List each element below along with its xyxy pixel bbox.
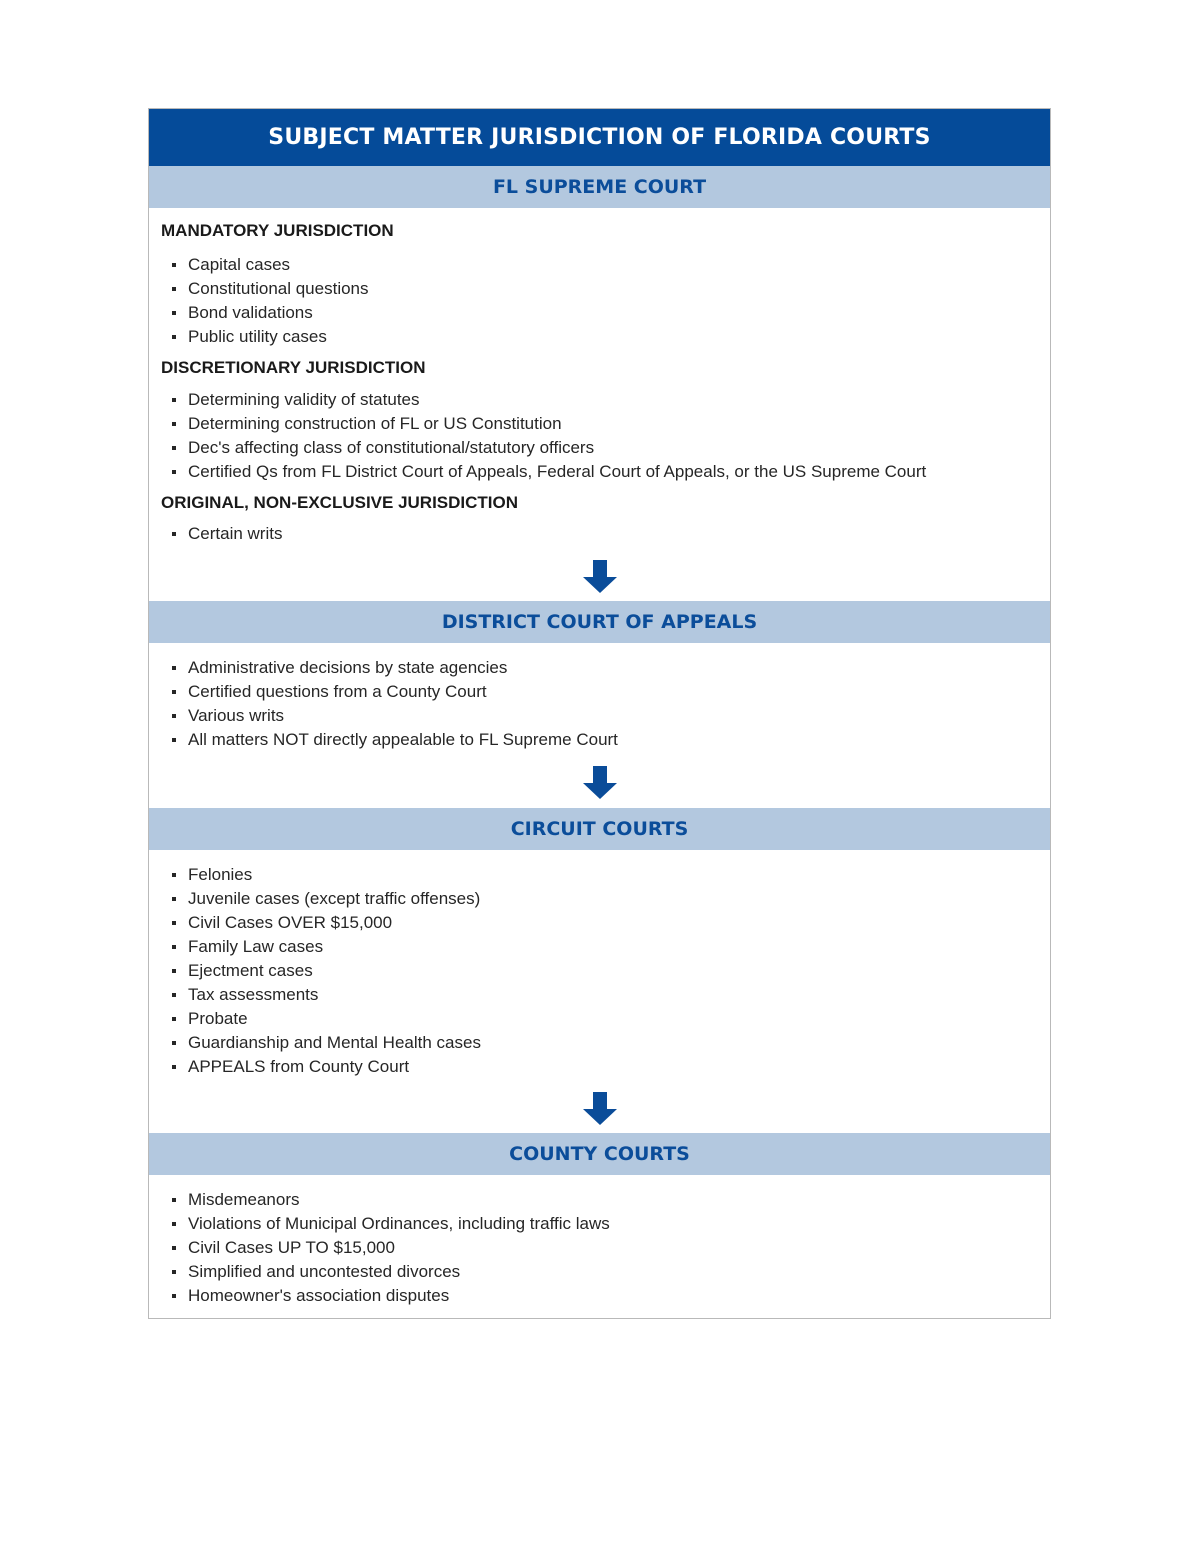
list-item: Constitutional questions	[149, 277, 369, 301]
chart-title: SUBJECT MATTER JURISDICTION OF FLORIDA COURTS	[149, 109, 1050, 166]
original-list	[149, 522, 282, 546]
circuit-list	[149, 863, 481, 1079]
down-arrow-icon	[582, 766, 618, 800]
district-court-header: DISTRICT COURT OF APPEALS	[149, 601, 1050, 643]
down-arrow-icon	[582, 1092, 618, 1126]
list-item: Misdemeanors	[149, 1188, 610, 1212]
list-item: APPEALS from County Court	[149, 1055, 481, 1079]
list-item: Certified questions from a County Court	[149, 680, 618, 704]
list-item: Bond validations	[149, 301, 369, 325]
list-item: Juvenile cases (except traffic offenses)	[149, 887, 481, 911]
county-court-header: COUNTY COURTS	[149, 1133, 1050, 1175]
list-item: Civil Cases UP TO $15,000	[149, 1236, 610, 1260]
list-item: Tax assessments	[149, 983, 481, 1007]
list-item: Capital cases	[149, 253, 369, 277]
list-item: Determining validity of statutes	[149, 388, 926, 412]
list-item: Violations of Municipal Ordinances, including traffic laws	[149, 1212, 610, 1236]
original-heading: ORIGINAL, NON-EXCLUSIVE JURISDICTION	[161, 493, 519, 512]
list-item: Homeowner's association disputes	[149, 1284, 610, 1308]
mandatory-heading: MANDATORY JURISDICTION	[161, 221, 394, 240]
district-list	[149, 656, 618, 752]
list-item: Ejectment cases	[149, 959, 481, 983]
list-item: Determining construction of FL or US Constitution	[149, 412, 926, 436]
list-item: Simplified and uncontested divorces	[149, 1260, 610, 1284]
jurisdiction-chart	[148, 108, 1051, 1319]
list-item: Guardianship and Mental Health cases	[149, 1031, 481, 1055]
list-item: All matters NOT directly appealable to FL Supreme Court	[149, 728, 618, 752]
list-item: Civil Cases OVER $15,000	[149, 911, 481, 935]
discretionary-list	[149, 388, 926, 484]
list-item: Various writs	[149, 704, 618, 728]
list-item: Felonies	[149, 863, 481, 887]
mandatory-list	[149, 253, 369, 349]
list-item: Probate	[149, 1007, 481, 1031]
list-item: Dec's affecting class of constitutional/statutory officers	[149, 436, 926, 460]
list-item: Certified Qs from FL District Court of Appeals, Federal Court of Appeals, or the US Supreme Court	[149, 460, 926, 484]
circuit-court-header: CIRCUIT COURTS	[149, 808, 1050, 850]
list-item: Public utility cases	[149, 325, 369, 349]
supreme-court-header: FL SUPREME COURT	[149, 166, 1050, 208]
discretionary-heading: DISCRETIONARY JURISDICTION	[161, 358, 426, 377]
list-item: Certain writs	[149, 522, 282, 546]
county-list	[149, 1188, 610, 1308]
list-item: Family Law cases	[149, 935, 481, 959]
down-arrow-icon	[582, 560, 618, 594]
list-item: Administrative decisions by state agencies	[149, 656, 618, 680]
